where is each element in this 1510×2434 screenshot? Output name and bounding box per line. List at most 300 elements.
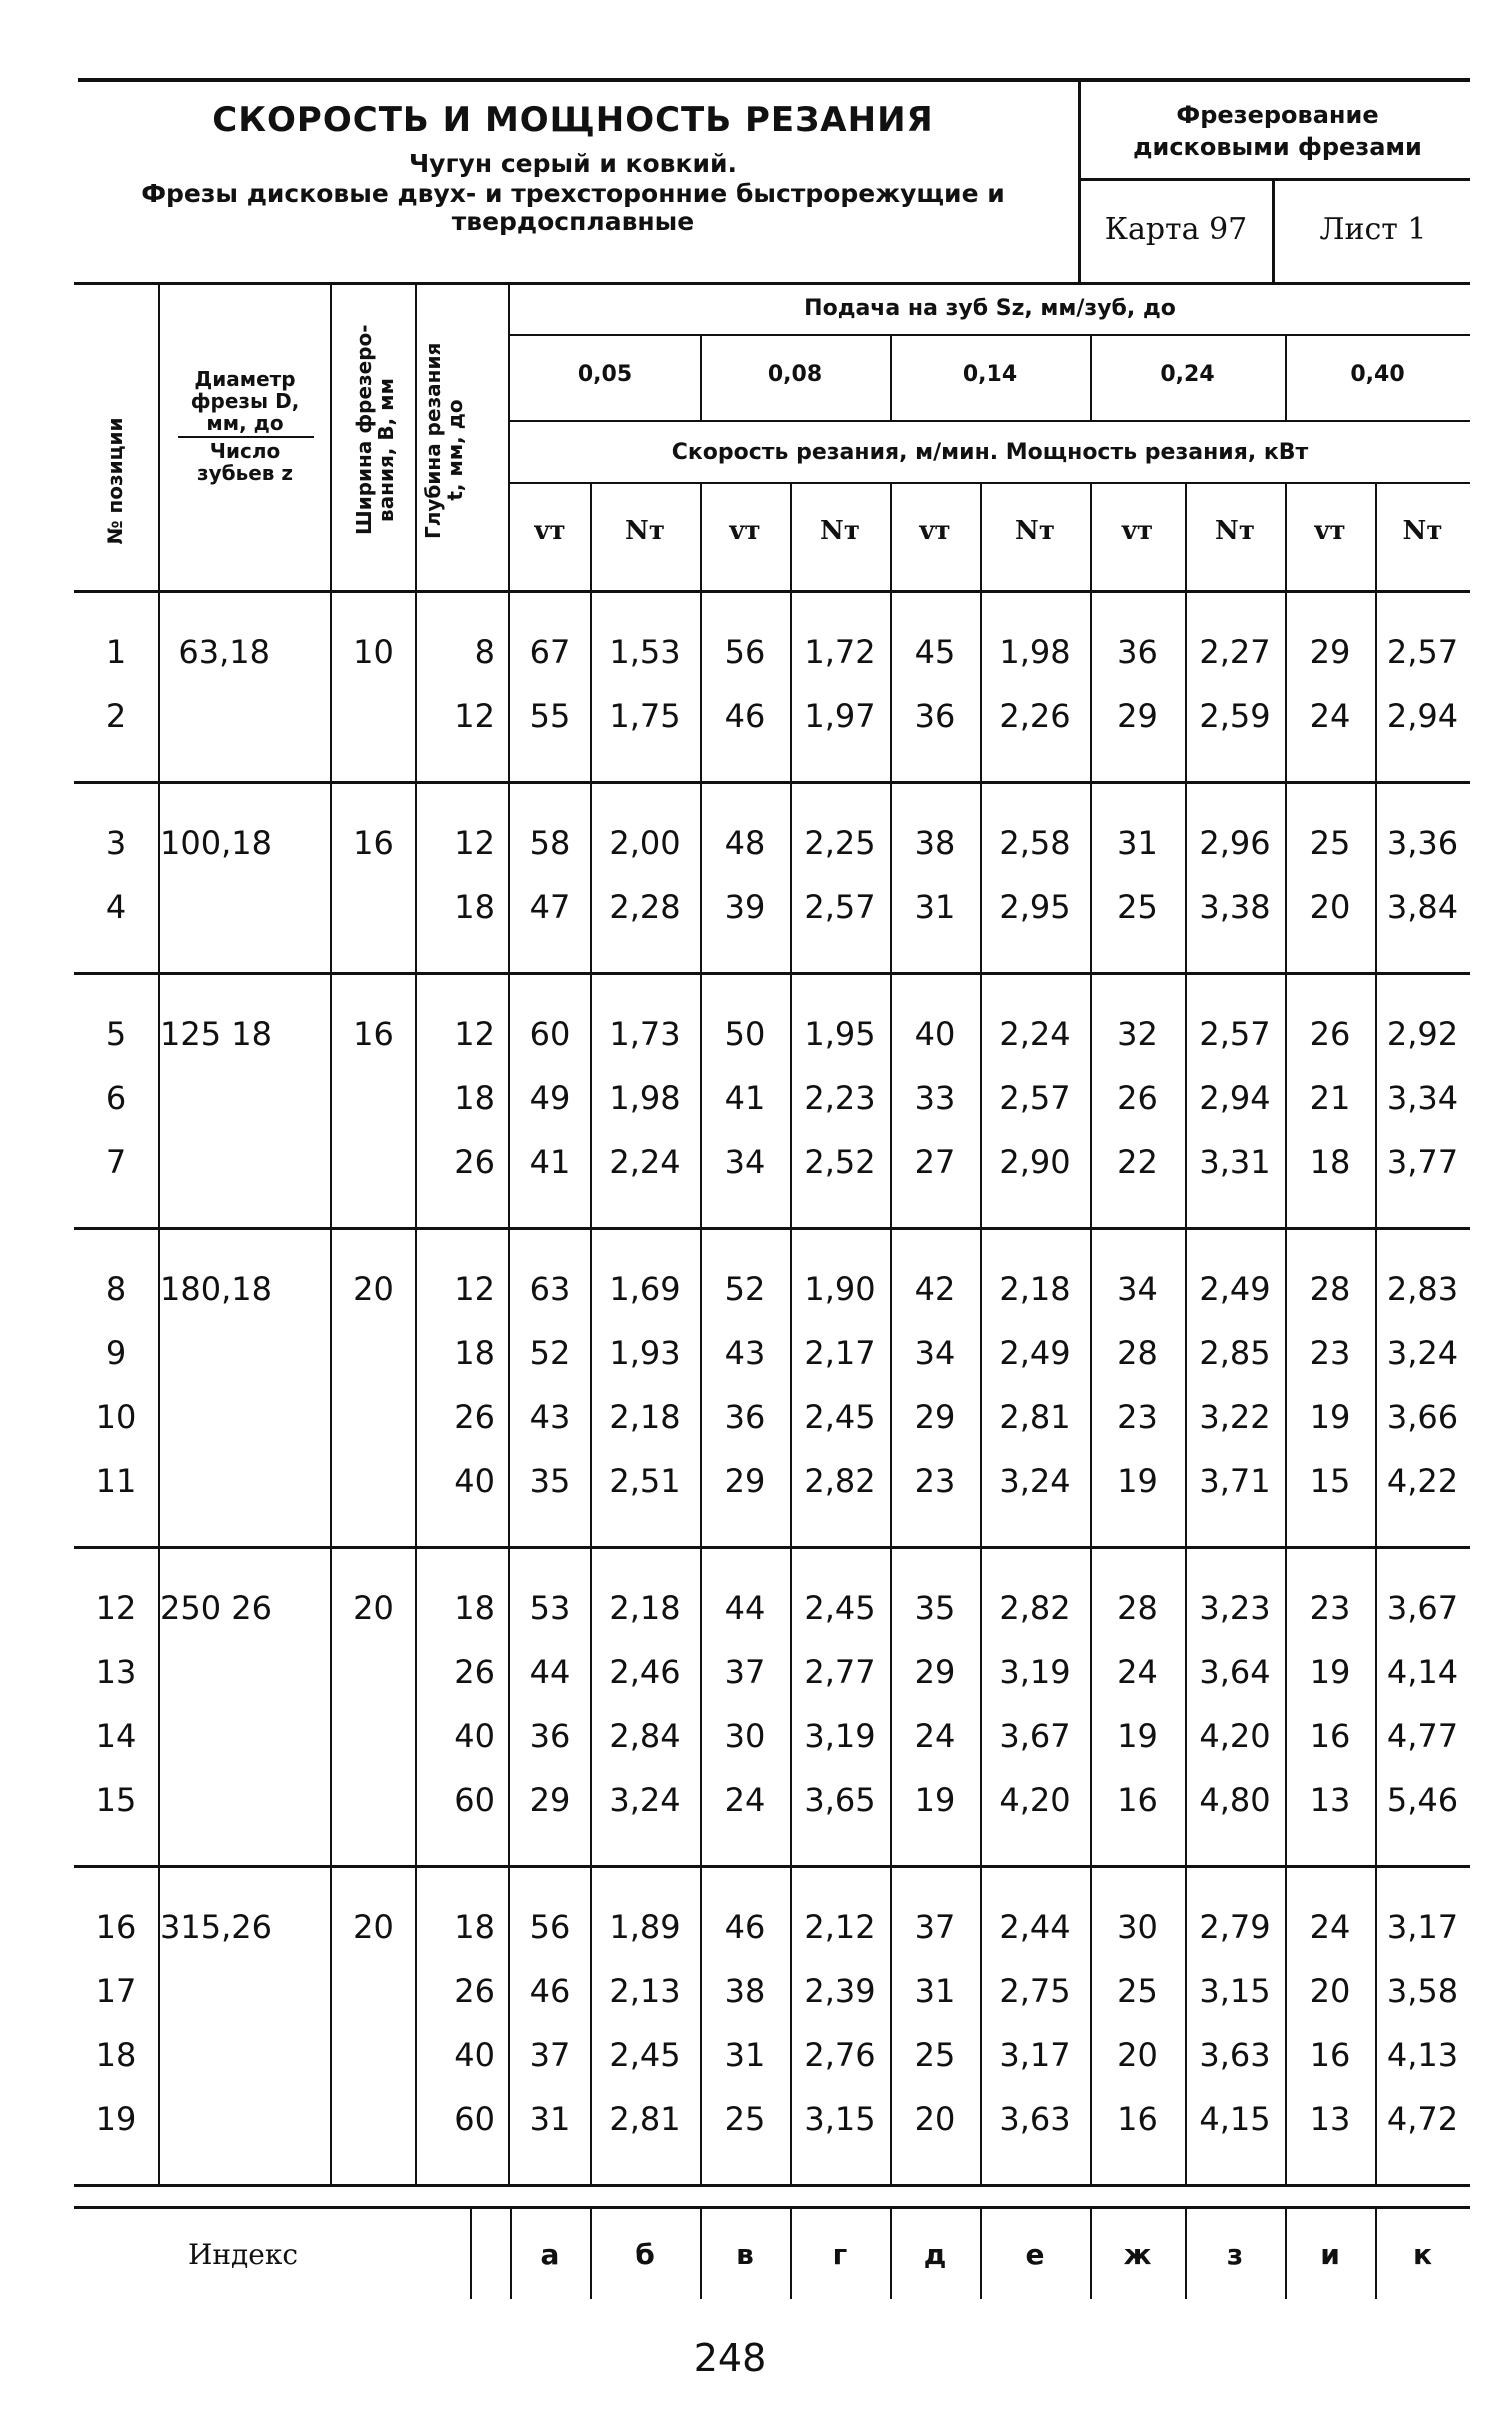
- speed-value: 31: [529, 2100, 571, 2138]
- power-value: 2,24: [609, 1143, 681, 1181]
- speed-value: 43: [724, 1334, 766, 1372]
- speed-value: 60: [529, 1015, 571, 1053]
- column-rule: [415, 975, 417, 1227]
- column-rule: [1090, 1549, 1092, 1865]
- speed-value: 16: [1309, 1717, 1351, 1755]
- power-value: 2,25: [804, 824, 876, 862]
- column-rule: [415, 1868, 417, 2184]
- power-value: 2,45: [804, 1589, 876, 1627]
- column-rule: [158, 593, 160, 781]
- group-separator: [74, 1865, 1470, 1868]
- feed-values-rule: [510, 420, 1470, 422]
- vrule-width: [415, 282, 417, 590]
- speed-value: 30: [1117, 1908, 1158, 1946]
- position-number: 19: [95, 2100, 137, 2138]
- column-rule: [790, 1868, 792, 2184]
- index-divider: [790, 2209, 792, 2299]
- speed-value: 40: [914, 1015, 956, 1053]
- speed-value: 23: [914, 1462, 956, 1500]
- depth-value: 26: [454, 1653, 495, 1691]
- power-symbol: Nт: [1215, 516, 1255, 546]
- power-value: 2,94: [1386, 697, 1459, 735]
- power-value: 3,36: [1386, 824, 1459, 862]
- diameter-teeth: 100,18: [160, 824, 272, 862]
- column-rule: [980, 1230, 982, 1546]
- column-rule: [890, 784, 892, 972]
- speed-value: 30: [724, 1717, 766, 1755]
- speed-value: 24: [1117, 1653, 1158, 1691]
- col-header-diameter: Диаметр фрезы D, мм, до: [190, 367, 300, 435]
- column-rule: [1185, 784, 1187, 972]
- milling-width: 16: [353, 824, 394, 862]
- power-value: 2,24: [999, 1015, 1071, 1053]
- speed-value: 43: [529, 1398, 571, 1436]
- column-rule: [980, 593, 982, 781]
- sheet-number: Лист 1: [1319, 212, 1427, 247]
- speed-value: 56: [724, 633, 766, 671]
- speed-value: 20: [914, 2100, 956, 2138]
- speed-value: 36: [1117, 633, 1158, 671]
- power-value: 2,12: [804, 1908, 876, 1946]
- depth-value: 12: [454, 824, 495, 862]
- column-rule: [158, 1549, 160, 1865]
- speed-value: 16: [1117, 1781, 1158, 1819]
- power-value: 1,98: [999, 633, 1071, 671]
- speed-value: 25: [1309, 824, 1351, 862]
- index-letter: и: [1320, 2238, 1340, 2271]
- column-rule: [508, 975, 510, 1227]
- speed-value: 13: [1309, 2100, 1351, 2138]
- speed-value: 50: [724, 1015, 766, 1053]
- column-rule: [790, 975, 792, 1227]
- power-value: 3,63: [999, 2100, 1071, 2138]
- symbol-divider: [980, 484, 982, 590]
- diameter-teeth: 315,26: [160, 1908, 272, 1946]
- index-letter: а: [540, 2238, 560, 2271]
- feed-divider: [700, 336, 702, 420]
- speed-value: 28: [1309, 1270, 1351, 1308]
- speed-value: 52: [724, 1270, 766, 1308]
- depth-value: 18: [454, 1589, 495, 1627]
- index-letter: г: [832, 2238, 848, 2271]
- power-value: 4,20: [999, 1781, 1071, 1819]
- speed-value: 45: [914, 633, 956, 671]
- group-separator: [74, 1227, 1470, 1230]
- column-rule: [700, 784, 702, 972]
- column-rule: [890, 1868, 892, 2184]
- power-value: 3,71: [1199, 1462, 1271, 1500]
- diameter-teeth: 180,18: [160, 1270, 272, 1308]
- symbol-rule: [510, 482, 1470, 484]
- power-value: 3,19: [804, 1717, 876, 1755]
- feed-header: Подача на зуб Sz, мм/зуб, до: [804, 296, 1176, 321]
- power-value: 1,97: [804, 697, 876, 735]
- milling-width: 20: [353, 1589, 394, 1627]
- power-symbol: Nт: [625, 516, 665, 546]
- speed-value: 24: [724, 1781, 766, 1819]
- power-value: 2,45: [609, 2036, 681, 2074]
- position-number: 18: [95, 2036, 137, 2074]
- column-rule: [1185, 1230, 1187, 1546]
- column-rule: [790, 1230, 792, 1546]
- index-letter: к: [1412, 2238, 1432, 2271]
- position-number: 12: [95, 1589, 137, 1627]
- speed-value: 48: [724, 824, 766, 862]
- power-value: 2,52: [804, 1143, 876, 1181]
- speed-value: 31: [914, 1972, 956, 2010]
- power-value: 2,83: [1386, 1270, 1459, 1308]
- speed-value: 23: [1117, 1398, 1158, 1436]
- speed-value: 26: [1117, 1079, 1158, 1117]
- index-letter: в: [736, 2238, 754, 2271]
- power-value: 1,72: [804, 633, 876, 671]
- index-divider: [510, 2209, 512, 2299]
- table-top-rule: [74, 282, 1470, 285]
- power-value: 2,90: [999, 1143, 1071, 1181]
- power-value: 2,57: [1386, 633, 1459, 671]
- speed-value: 33: [914, 1079, 956, 1117]
- symbol-divider: [890, 484, 892, 590]
- power-value: 2,96: [1199, 824, 1271, 862]
- column-rule: [1375, 784, 1377, 972]
- column-rule: [508, 593, 510, 781]
- vrule-position: [158, 282, 160, 590]
- power-value: 2,77: [804, 1653, 876, 1691]
- subtitle-tool-cont: твердосплавные: [451, 207, 695, 236]
- power-value: 2,46: [609, 1653, 681, 1691]
- power-value: 1,73: [609, 1015, 681, 1053]
- speed-value: 34: [1117, 1270, 1158, 1308]
- speed-value: 35: [529, 1462, 571, 1500]
- power-value: 2,51: [609, 1462, 681, 1500]
- column-rule: [590, 1868, 592, 2184]
- column-rule: [590, 1230, 592, 1546]
- milling-width: 10: [353, 633, 394, 671]
- position-number: 16: [95, 1908, 137, 1946]
- power-value: 2,49: [999, 1334, 1071, 1372]
- column-rule: [1375, 975, 1377, 1227]
- power-value: 4,15: [1199, 2100, 1271, 2138]
- power-value: 3,19: [999, 1653, 1071, 1691]
- power-value: 4,72: [1386, 2100, 1459, 2138]
- power-value: 1,95: [804, 1015, 876, 1053]
- power-value: 2,28: [609, 888, 681, 926]
- speed-value: 46: [724, 1908, 766, 1946]
- speed-value: 55: [529, 697, 571, 735]
- depth-value: 26: [454, 1398, 495, 1436]
- index-letter: д: [923, 2238, 947, 2271]
- speed-value: 63: [529, 1270, 571, 1308]
- speed-value: 25: [1117, 888, 1158, 926]
- power-value: 2,18: [999, 1270, 1071, 1308]
- speed-value: 24: [1309, 1908, 1351, 1946]
- feed-value: 0,24: [1160, 362, 1215, 387]
- column-rule: [158, 1230, 160, 1546]
- speed-value: 20: [1309, 888, 1351, 926]
- power-value: 4,13: [1386, 2036, 1459, 2074]
- power-value: 3,67: [999, 1717, 1071, 1755]
- depth-value: 12: [454, 1015, 495, 1053]
- power-value: 3,23: [1199, 1589, 1271, 1627]
- depth-value: 26: [454, 1143, 495, 1181]
- speed-symbol: vт: [534, 516, 566, 546]
- column-rule: [980, 784, 982, 972]
- position-number: 2: [105, 697, 127, 735]
- speed-value: 31: [724, 2036, 766, 2074]
- column-rule: [330, 784, 332, 972]
- column-rule: [1090, 593, 1092, 781]
- speed-value: 29: [914, 1653, 956, 1691]
- speed-value: 46: [529, 1972, 571, 2010]
- power-value: 2,92: [1386, 1015, 1459, 1053]
- speed-power-header: Скорость резания, м/мин. Мощность резания, кВт: [671, 440, 1309, 465]
- depth-value: 18: [454, 1908, 495, 1946]
- column-rule: [1285, 593, 1287, 781]
- power-value: 2,18: [609, 1398, 681, 1436]
- position-number: 14: [95, 1717, 137, 1755]
- power-value: 1,98: [609, 1079, 681, 1117]
- speed-symbol: vт: [919, 516, 951, 546]
- speed-value: 29: [1309, 633, 1351, 671]
- index-divider: [1285, 2209, 1287, 2299]
- power-value: 2,00: [609, 824, 681, 862]
- column-rule: [158, 975, 160, 1227]
- speed-value: 19: [1309, 1653, 1351, 1691]
- power-value: 2,49: [1199, 1270, 1271, 1308]
- feed-value: 0,05: [577, 362, 633, 387]
- column-rule: [330, 1868, 332, 2184]
- vrule-diameter: [330, 282, 332, 590]
- top-rule: [78, 78, 1470, 82]
- card-sheet-divider: [1272, 178, 1275, 282]
- feed-header-rule: [510, 334, 1470, 336]
- index-letter: е: [1025, 2238, 1045, 2271]
- speed-value: 20: [1309, 1972, 1351, 2010]
- power-value: 1,69: [609, 1270, 681, 1308]
- speed-value: 23: [1309, 1334, 1351, 1372]
- index-divider: [1185, 2209, 1187, 2299]
- index-letter: ж: [1123, 2238, 1152, 2271]
- depth-value: 12: [454, 697, 495, 735]
- feed-divider: [1090, 336, 1092, 420]
- speed-value: 52: [529, 1334, 571, 1372]
- power-value: 2,26: [999, 697, 1071, 735]
- column-rule: [890, 1230, 892, 1546]
- column-rule: [1375, 1868, 1377, 2184]
- index-divider: [1090, 2209, 1092, 2299]
- power-value: 4,77: [1386, 1717, 1459, 1755]
- index-label: Индекс: [187, 2238, 299, 2271]
- depth-value: 18: [454, 1079, 495, 1117]
- feed-value: 0,14: [962, 362, 1018, 387]
- speed-value: 36: [529, 1717, 571, 1755]
- speed-value: 15: [1309, 1462, 1351, 1500]
- milling-width: 16: [353, 1015, 394, 1053]
- index-letter: б: [635, 2238, 655, 2271]
- power-value: 3,65: [804, 1781, 876, 1819]
- speed-value: 56: [529, 1908, 571, 1946]
- col-header-depth: Глубина резания t, мм, до: [421, 342, 467, 539]
- power-value: 3,77: [1386, 1143, 1459, 1181]
- depth-value: 12: [454, 1270, 495, 1308]
- fraction-bar: [178, 436, 314, 438]
- speed-value: 31: [914, 888, 956, 926]
- column-rule: [508, 1230, 510, 1546]
- power-value: 2,44: [999, 1908, 1071, 1946]
- symbol-divider: [1285, 484, 1287, 590]
- column-rule: [415, 593, 417, 781]
- column-rule: [330, 1549, 332, 1865]
- speed-value: 20: [1117, 2036, 1158, 2074]
- speed-value: 39: [724, 888, 766, 926]
- index-divider: [470, 2209, 472, 2299]
- symbol-divider: [590, 484, 592, 590]
- power-value: 2,94: [1199, 1079, 1271, 1117]
- depth-value: 60: [454, 2100, 495, 2138]
- group-separator: [74, 2184, 1470, 2187]
- power-value: 2,13: [609, 1972, 681, 2010]
- position-number: 5: [105, 1015, 127, 1053]
- power-value: 1,53: [609, 633, 681, 671]
- column-rule: [1285, 1868, 1287, 2184]
- speed-symbol: vт: [1121, 516, 1154, 546]
- power-symbol: Nт: [1015, 516, 1055, 546]
- power-value: 2,27: [1199, 633, 1271, 671]
- power-value: 3,66: [1386, 1398, 1459, 1436]
- column-rule: [158, 784, 160, 972]
- column-rule: [330, 593, 332, 781]
- speed-value: 25: [724, 2100, 766, 2138]
- speed-value: 41: [529, 1143, 571, 1181]
- power-value: 4,80: [1199, 1781, 1271, 1819]
- speed-value: 53: [529, 1589, 571, 1627]
- column-rule: [1090, 1868, 1092, 2184]
- speed-value: 26: [1309, 1015, 1351, 1053]
- symbol-divider: [790, 484, 792, 590]
- position-number: 4: [105, 888, 127, 926]
- column-rule: [790, 784, 792, 972]
- power-value: 2,85: [1199, 1334, 1271, 1372]
- operation-label-cont: дисковыми фрезами: [1133, 133, 1422, 161]
- column-rule: [590, 975, 592, 1227]
- position-number: 13: [95, 1653, 137, 1691]
- speed-value: 19: [1117, 1462, 1158, 1500]
- power-value: 2,17: [804, 1334, 876, 1372]
- power-value: 2,39: [804, 1972, 876, 2010]
- column-rule: [590, 593, 592, 781]
- column-rule: [1090, 784, 1092, 972]
- diameter-teeth: 125 18: [160, 1015, 272, 1053]
- speed-value: 32: [1117, 1015, 1158, 1053]
- column-rule: [508, 784, 510, 972]
- position-number: 1: [105, 633, 127, 671]
- column-rule: [158, 1868, 160, 2184]
- depth-value: 18: [454, 1334, 495, 1372]
- speed-value: 29: [529, 1781, 571, 1819]
- position-number: 8: [105, 1270, 127, 1308]
- col-header-width: Ширина фрезеро- вания, В, мм: [352, 324, 398, 535]
- power-value: 3,84: [1386, 888, 1459, 926]
- power-value: 1,93: [609, 1334, 681, 1372]
- index-divider: [980, 2209, 982, 2299]
- column-rule: [790, 593, 792, 781]
- column-rule: [1285, 975, 1287, 1227]
- speed-value: 19: [1117, 1717, 1158, 1755]
- column-rule: [1185, 1549, 1187, 1865]
- power-value: 2,23: [804, 1079, 876, 1117]
- speed-value: 36: [724, 1398, 766, 1436]
- position-number: 6: [105, 1079, 127, 1117]
- depth-value: 40: [454, 1462, 495, 1500]
- column-rule: [980, 975, 982, 1227]
- feed-divider: [890, 336, 892, 420]
- speed-value: 38: [724, 1972, 766, 2010]
- column-rule: [1090, 1230, 1092, 1546]
- power-value: 3,17: [999, 2036, 1071, 2074]
- power-value: 2,57: [804, 888, 876, 926]
- subtitle-tool: Фрезы дисковые двух- и трехсторонние быстрорежущие и: [141, 179, 1005, 208]
- position-number: 15: [95, 1781, 137, 1819]
- speed-value: 38: [914, 824, 956, 862]
- speed-value: 28: [1117, 1589, 1158, 1627]
- power-value: 2,81: [999, 1398, 1071, 1436]
- power-symbol: Nт: [1402, 516, 1443, 546]
- speed-value: 19: [914, 1781, 956, 1819]
- column-rule: [890, 975, 892, 1227]
- card-number: Карта 97: [1104, 212, 1248, 247]
- depth-value: 60: [454, 1781, 495, 1819]
- speed-value: 34: [914, 1334, 956, 1372]
- speed-value: 44: [529, 1653, 571, 1691]
- index-top-rule: [74, 2206, 1470, 2209]
- column-rule: [980, 1549, 982, 1865]
- speed-symbol: vт: [729, 516, 761, 546]
- column-rule: [1090, 975, 1092, 1227]
- position-number: 3: [105, 824, 127, 862]
- col-header-position: № позиции: [103, 417, 127, 545]
- power-value: 2,82: [999, 1589, 1071, 1627]
- speed-value: 16: [1309, 2036, 1351, 2074]
- power-value: 2,58: [999, 824, 1071, 862]
- column-rule: [508, 1549, 510, 1865]
- feed-value: 0,08: [767, 362, 823, 387]
- power-value: 4,22: [1386, 1462, 1459, 1500]
- power-value: 1,90: [804, 1270, 876, 1308]
- index-divider: [590, 2209, 592, 2299]
- index-divider: [1375, 2209, 1377, 2299]
- power-value: 1,75: [609, 697, 681, 735]
- power-value: 3,67: [1386, 1589, 1459, 1627]
- speed-value: 27: [914, 1143, 956, 1181]
- column-rule: [590, 784, 592, 972]
- power-value: 3,34: [1386, 1079, 1459, 1117]
- power-value: 2,59: [1199, 697, 1271, 735]
- header-bottom-rule: [74, 590, 1470, 593]
- speed-value: 44: [724, 1589, 766, 1627]
- power-symbol: Nт: [820, 516, 860, 546]
- group-separator: [74, 972, 1470, 975]
- depth-value: 40: [454, 2036, 495, 2074]
- power-value: 4,14: [1386, 1653, 1459, 1691]
- power-value: 3,15: [1199, 1972, 1271, 2010]
- power-value: 2,18: [609, 1589, 681, 1627]
- speed-value: 36: [914, 697, 956, 735]
- speed-value: 37: [529, 2036, 571, 2074]
- power-value: 1,89: [609, 1908, 681, 1946]
- column-rule: [415, 1230, 417, 1546]
- power-value: 3,38: [1199, 888, 1271, 926]
- column-rule: [700, 1549, 702, 1865]
